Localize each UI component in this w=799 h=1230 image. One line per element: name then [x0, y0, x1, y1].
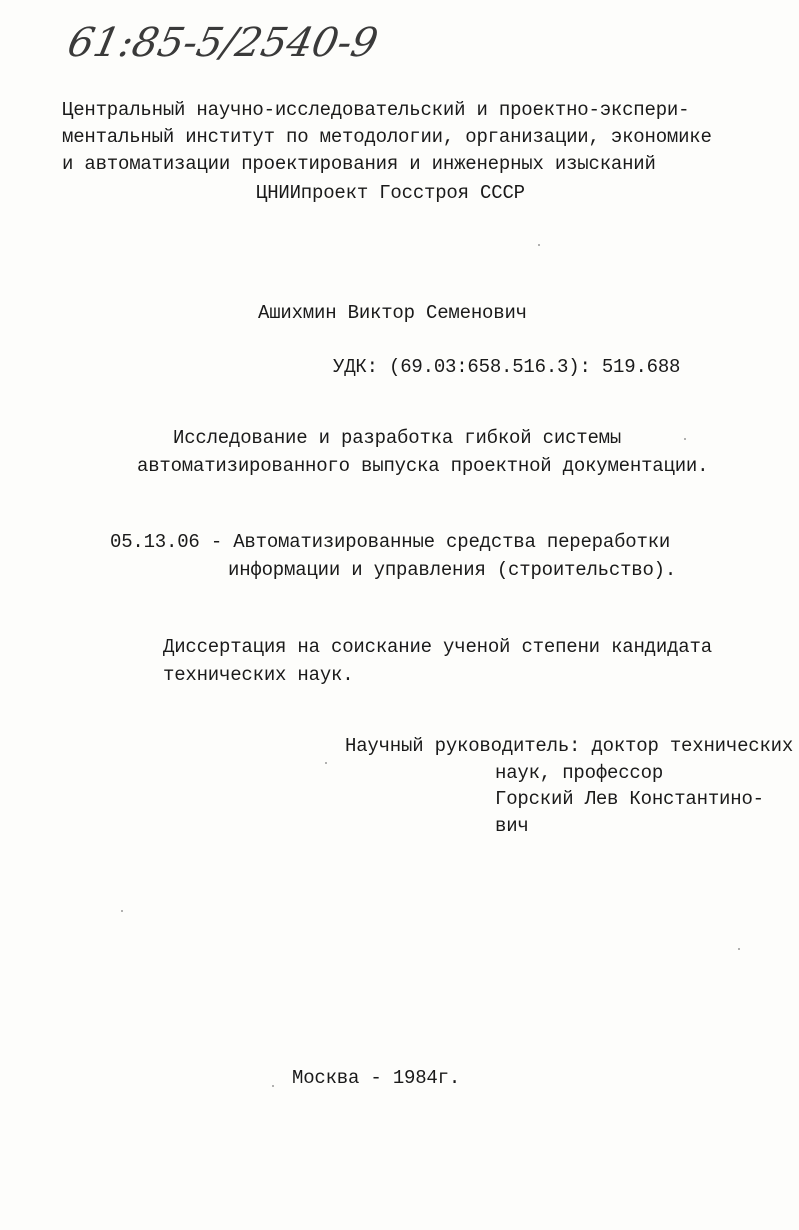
dissertation-line-2: технических наук. — [163, 664, 354, 686]
scan-speck — [121, 910, 123, 912]
scan-speck — [738, 948, 740, 950]
institute-line-2: ментальный институт по методологии, организации, экономике — [62, 126, 712, 148]
organization-name: ЦНИИпроект Госстроя СССР — [256, 182, 525, 204]
dissertation-line-1: Диссертация на соискание ученой степени кандидата — [163, 636, 712, 658]
supervisor-line-4: вич — [495, 815, 529, 837]
scan-speck — [538, 244, 540, 246]
place-and-year: Москва - 1984г. — [292, 1067, 461, 1089]
institute-line-1: Центральный научно-исследовательский и проектно-экспери- — [62, 99, 690, 121]
scan-speck — [325, 762, 327, 764]
archive-number-text: 61:85-5/2540-9 — [63, 18, 383, 66]
scan-speck — [684, 438, 686, 440]
supervisor-line-3: Горский Лев Константино- — [495, 788, 764, 810]
supervisor-line-1: Научный руководитель: доктор технических — [345, 735, 794, 757]
handwritten-archive-number — [62, 8, 402, 88]
specialty-continuation: информации и управления (строительство). — [228, 559, 677, 581]
scan-speck — [272, 1085, 274, 1087]
supervisor-line-2: наук, профессор — [495, 762, 664, 784]
author-name: Ашихмин Виктор Семенович — [258, 302, 527, 324]
specialty-code-line: 05.13.06 - Автоматизированные средства переработки — [110, 531, 671, 553]
title-line-2: автоматизированного выпуска проектной документации. — [137, 455, 709, 477]
title-line-1: Исследование и разработка гибкой системы — [173, 427, 622, 449]
institute-line-3: и автоматизации проектирования и инженерных изысканий — [62, 153, 656, 175]
udc-code: УДК: (69.03:658.516.3): 519.688 — [333, 356, 681, 378]
